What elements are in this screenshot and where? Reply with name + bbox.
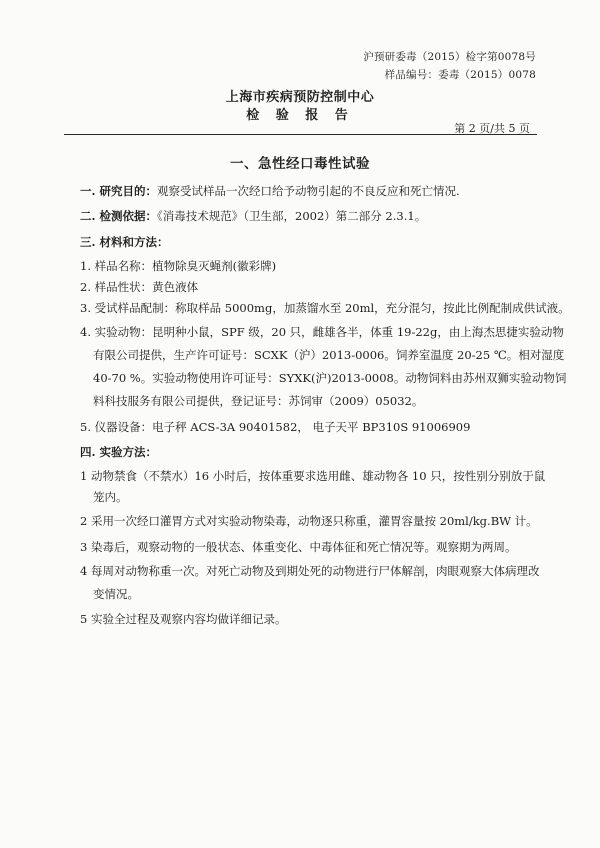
page-indicator: 第 2 页/共 5 页 bbox=[454, 122, 530, 135]
animal-line-3: 40-70 %。实验动物使用许可证号：SYXK(沪)2013-0008。动物饲料由苏州双狮实验动物饲 bbox=[93, 371, 567, 385]
sample-prep-line: 3. 受试样品配制：称取样品 5000mg，加蒸馏水至 20ml，充分混匀，按此比例配制成供试液。 bbox=[80, 301, 570, 315]
step-1-line-1: 1 动物禁食（不禁水）16 小时后，按体重要求选用雌、雄动物各 10 只，按性别分别放于鼠 bbox=[80, 469, 546, 483]
sample-name-line: 1. 样品名称：植物除臭灭蝇剂(徽彩牌) bbox=[80, 259, 277, 273]
basis-line bbox=[80, 209, 426, 224]
basis-label: 二. 检测依据： bbox=[80, 209, 158, 223]
materials-heading: 三. 材料和方法： bbox=[80, 235, 169, 249]
step-3-line: 3 染毒后，观察动物的一般状态、体重变化、中毒体征和死亡情况等。观察期为两周。 bbox=[80, 540, 517, 554]
step-2-line: 2 采用一次经口灌胃方式对实验动物染毒，动物逐只称重，灌胃容量按 20ml/kg.BW 计。 bbox=[80, 514, 538, 528]
report-reference-number: 沪预研委毒（2015）检字第0078号 bbox=[363, 51, 536, 63]
purpose-label: 一. 研究目的： bbox=[80, 184, 158, 198]
basis-text: 《消毒技术规范》（卫生部，2002）第二部分 2.3.1。 bbox=[157, 209, 427, 223]
sample-trait-line: 2. 样品性状：黄色液体 bbox=[80, 280, 199, 294]
section-title: 一、急性经口毒性试验 bbox=[230, 156, 370, 172]
equipment-line: 5. 仪器设备：电子秤 ACS-3A 90401582， 电子天平 BP310S 91006909 bbox=[80, 420, 471, 434]
step-4-line-2: 变情况。 bbox=[93, 587, 139, 601]
header-divider bbox=[64, 134, 537, 135]
purpose-line bbox=[80, 184, 460, 199]
organization-name: 上海市疾病预防控制中心 bbox=[225, 90, 375, 105]
steps-heading: 四. 实验方法： bbox=[80, 445, 158, 459]
step-5-line: 5 实验全过程及观察内容均做详细记录。 bbox=[80, 612, 287, 626]
step-1-line-2: 笼内。 bbox=[93, 490, 128, 504]
step-4-line-1: 4 每周对动物称重一次。对死亡动物及到期处死的动物进行尸体解剖，肉眼观察大体病理改 bbox=[80, 564, 540, 578]
purpose-text: 观察受试样品一次经口给予动物引起的不良反应和死亡情况. bbox=[157, 184, 460, 198]
animal-line-2: 有限公司提供，生产许可证号：SCXK（沪）2013-0006。饲养室温度 20-25 ℃。相对湿度 bbox=[93, 348, 565, 362]
animal-line-1: 4. 实验动物：昆明种小鼠，SPF 级，20 只，雌雄各半，体重 19-22g，由上海杰思捷实验动物 bbox=[80, 325, 564, 339]
sample-number: 样品编号：委毒（2015）0078 bbox=[384, 69, 536, 81]
report-title: 检 验 报 告 bbox=[246, 108, 354, 123]
animal-line-4: 料科技服务有限公司提供，登记证号：苏饲审（2009）05032。 bbox=[93, 394, 424, 408]
